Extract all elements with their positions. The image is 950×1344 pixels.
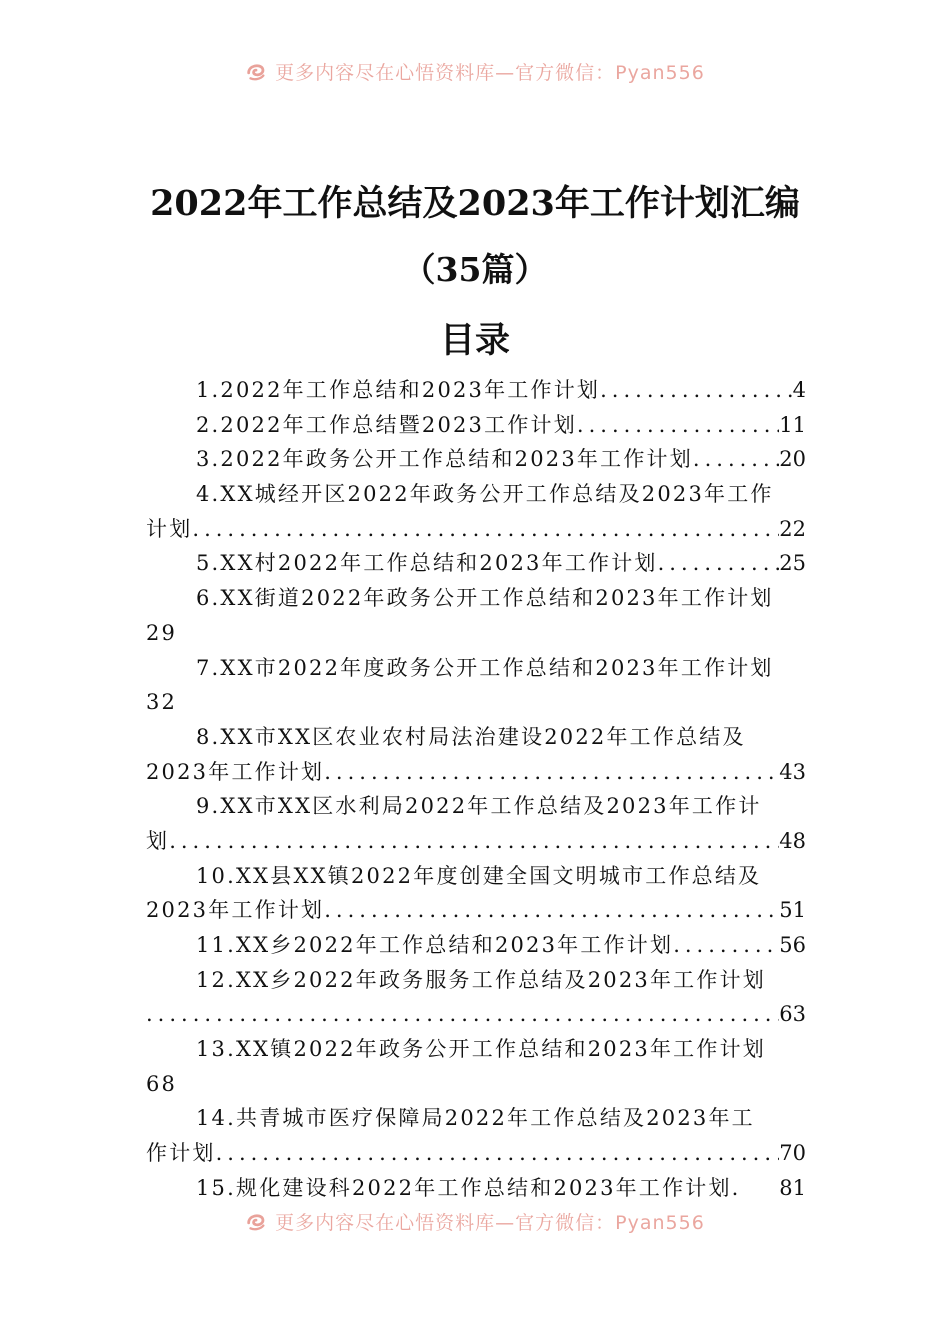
toc-entry-text: 29 (146, 620, 178, 645)
toc-entry-line[interactable] (146, 373, 806, 408)
toc-leader-dots (761, 859, 806, 894)
toc-entry-text: 8.XX市XX区农业农村局法治建设2022年工作总结及 (196, 724, 746, 749)
toc-entry-line[interactable] (146, 893, 806, 928)
toc-leader-dots (746, 720, 806, 755)
toc-entry-text: 32 (146, 690, 178, 715)
toc-entry-text: 15.规化建设科2022年工作总结和2023年工作计划. (196, 1175, 741, 1200)
toc-entry-line[interactable] (146, 1032, 806, 1067)
toc-entry-line[interactable] (146, 1067, 806, 1102)
toc-page-number: 25 (779, 551, 806, 576)
toc-leader-dots (658, 546, 780, 581)
table-of-contents (146, 373, 806, 1206)
toc-leader-dots (146, 997, 779, 1032)
toc-entry-text: 5.XX村2022年工作总结和2023年工作计划 (196, 551, 658, 576)
toc-leader-dots (216, 1136, 780, 1171)
toc-entry-line[interactable] (146, 824, 806, 859)
toc-entry-text: 13.XX镇2022年政务公开工作总结和2023年工作计划 (196, 1037, 766, 1062)
toc-entry-line[interactable] (146, 789, 806, 824)
toc-entry-line[interactable] (146, 512, 806, 547)
toc-entry-text: 1.2022年工作总结和2023年工作计划 (196, 378, 601, 402)
toc-entry-line[interactable] (146, 442, 806, 477)
toc-leader-dots (177, 685, 806, 720)
toc-leader-dots (741, 1171, 780, 1206)
toc-entry-text: 10.XX县XX镇2022年度创建全国文明城市工作总结及 (196, 863, 762, 888)
toc-entry-line[interactable] (146, 963, 806, 998)
toc-page-number: 70 (779, 1141, 806, 1166)
toc-leader-dots (324, 755, 779, 790)
toc-entry-line[interactable] (146, 477, 806, 512)
toc-entry-line[interactable] (146, 1171, 806, 1206)
toc-page-number: 48 (779, 828, 806, 853)
toc-entry-text: 11.XX乡2022年工作总结和2023年工作计划 (196, 933, 674, 957)
toc-leader-dots (673, 928, 779, 963)
toc-leader-dots (766, 1032, 806, 1067)
toc-page-number: 4 (792, 378, 806, 402)
toc-leader-dots (774, 581, 806, 616)
toc-entry-text: 7.XX市2022年度政务公开工作总结和2023年工作计划 (196, 655, 774, 680)
toc-entry-text: 2.2022年工作总结暨2023工作计划 (196, 412, 577, 437)
toc-entry-text: 划 (146, 828, 170, 853)
watermark-text: 更多内容尽在心悟资料库—官方微信：Pyan556 (275, 1211, 705, 1234)
toc-leader-dots (774, 477, 806, 512)
toc-entry-text: 68 (146, 1071, 178, 1096)
toc-entry-text: 3.2022年政务公开工作总结和2023年工作计划 (196, 447, 693, 472)
toc-entry-line[interactable] (146, 616, 806, 651)
toc-entry-line[interactable] (146, 546, 806, 581)
toc-entry-line[interactable] (146, 581, 806, 616)
watermark-top (0, 56, 950, 86)
toc-leader-dots (693, 442, 779, 477)
toc-entry-text: 2023年工作计划 (146, 898, 325, 923)
toc-entry-line[interactable] (146, 1101, 806, 1136)
toc-entry-line[interactable] (146, 928, 806, 963)
toc-page-number: 43 (779, 759, 806, 784)
toc-entry-line[interactable] (146, 408, 806, 443)
toc-leader-dots (766, 963, 806, 998)
toc-leader-dots (762, 789, 806, 824)
toc-leader-dots (177, 1067, 806, 1102)
document-title: 2022年工作总结及2023年工作计划汇编 (150, 183, 800, 224)
toc-leader-dots (192, 512, 779, 547)
swirl-logo-icon (245, 1210, 267, 1232)
toc-entry-line[interactable] (146, 651, 806, 686)
document-subtitle: （35篇） (402, 250, 548, 289)
toc-entry-line[interactable] (146, 685, 806, 720)
toc-entry-text: 9.XX市XX区水利局2022年工作总结及2023年工作计 (196, 794, 762, 819)
toc-entry-text: 12.XX乡2022年政务服务工作总结及2023年工作计划 (196, 967, 766, 992)
toc-entry-line[interactable] (146, 997, 806, 1032)
toc-leader-dots (755, 1101, 806, 1136)
toc-page-number: 81 (779, 1175, 806, 1200)
watermark-text: 更多内容尽在心悟资料库—官方微信：Pyan556 (275, 61, 705, 84)
toc-leader-dots (324, 893, 779, 928)
toc-page-number: 22 (779, 516, 806, 541)
toc-page-number: 56 (779, 933, 806, 957)
watermark-bottom (0, 1206, 950, 1236)
toc-page-number: 20 (779, 447, 806, 472)
toc-entry-text: 4.XX城经开区2022年政务公开工作总结及2023年工作 (196, 482, 774, 507)
toc-entry-line[interactable] (146, 859, 806, 894)
toc-leader-dots (177, 616, 806, 651)
toc-leader-dots (600, 373, 793, 408)
toc-entry-text: 14.共青城市医疗保障局2022年工作总结及2023年工 (196, 1106, 755, 1131)
toc-leader-dots (169, 824, 779, 859)
toc-leader-dots (774, 651, 806, 686)
toc-entry-text: 作计划 (146, 1141, 216, 1166)
toc-page-number: 51 (779, 898, 806, 923)
toc-entry-line[interactable] (146, 1136, 806, 1171)
toc-leader-dots (577, 408, 779, 443)
toc-entry-line[interactable] (146, 720, 806, 755)
toc-entry-text: 计划 (146, 516, 193, 541)
toc-entry-text: 2023年工作计划 (146, 759, 325, 784)
toc-heading: 目录 (439, 320, 510, 361)
toc-page-number: 11 (779, 412, 806, 437)
toc-page-number: 63 (779, 1002, 806, 1027)
toc-entry-line[interactable] (146, 755, 806, 790)
swirl-logo-icon (245, 60, 267, 82)
toc-entry-text: 6.XX街道2022年政务公开工作总结和2023年工作计划 (196, 586, 774, 611)
